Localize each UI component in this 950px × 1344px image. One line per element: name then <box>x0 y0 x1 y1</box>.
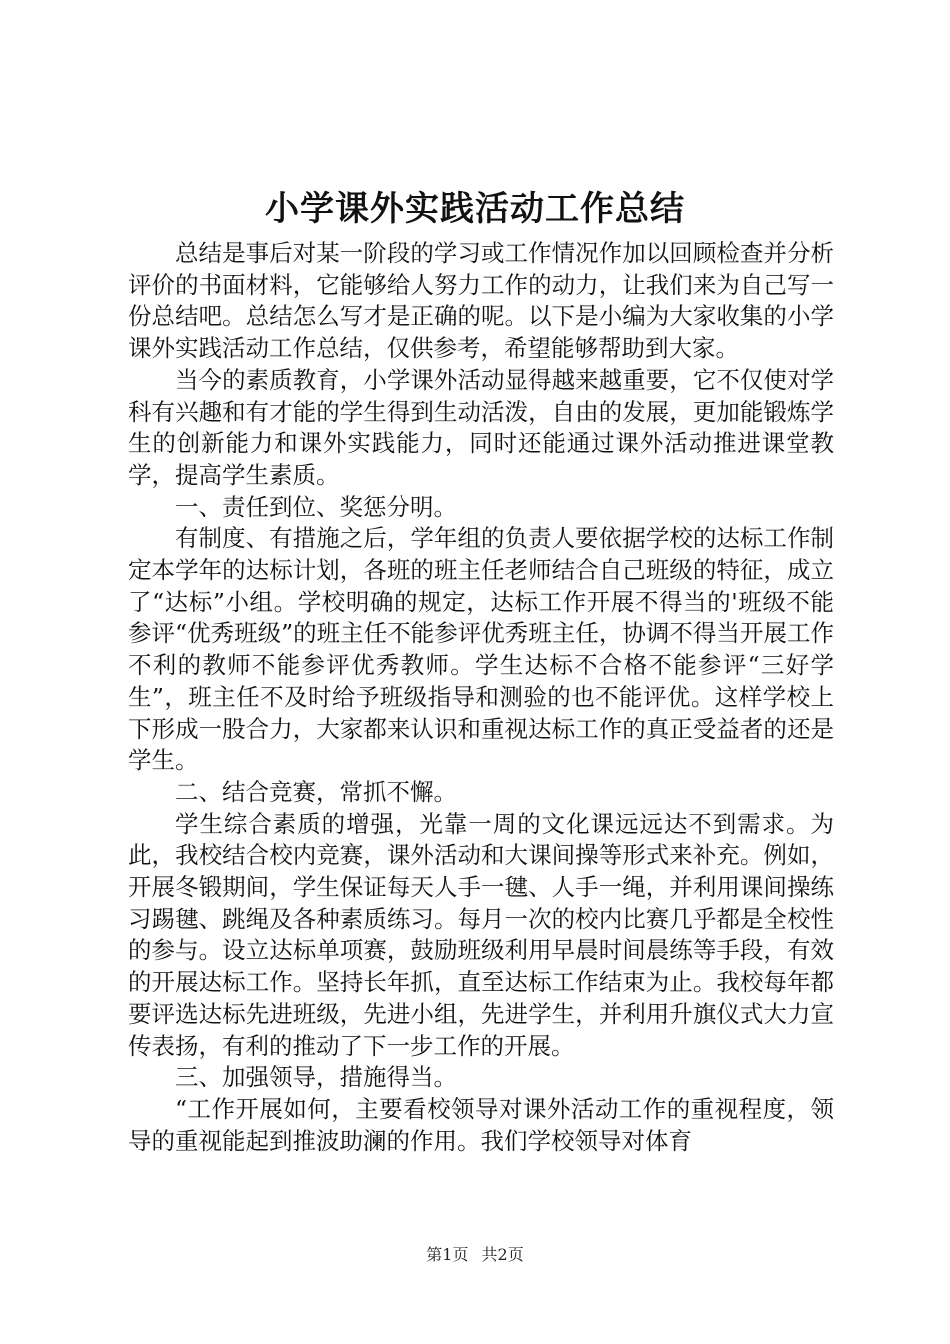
section-heading-1: 一、责任到位、奖惩分明。 <box>175 492 457 521</box>
paragraph-section-1: 有制度、有措施之后，学年组的负责人要依据学校的达标工作制定本学年的达标计划，各班的班主任老师结合自己班级的特征，成立了“达标”小组。学校明确的规定，达标工作开展不得当的'班级不能参评“优秀班级”的班主任不能参评优秀班主任，协调不得当开展工作不利的教师不能参评优秀教师。学生达标不合格不能参评“三好学生”，班主任不及时给予班级指导和测验的也不能评优。这样学校上下形成一股合力，大家都来认识和重视达标工作的真正受益者的还是学生。 <box>128 524 834 775</box>
document-body <box>128 238 834 1157</box>
document-title: 小学课外实践活动工作总结 <box>265 189 685 229</box>
paragraph-section-3: “工作开展如何，主要看校领导对课外活动工作的重视程度，领导的重视能起到推波助澜的作用。我们学校领导对体育 <box>128 1094 834 1155</box>
paragraph-section-2: 学生综合素质的增强，光靠一周的文化课远远达不到需求。为此，我校结合校内竞赛，课外活动和大课间操等形式来补充。例如，开展冬锻期间，学生保证每天人手一毽、人手一绳，并利用课间操练习踢毽、跳绳及各种素质练习。每月一次的校内比赛几乎都是全校性的参与。设立达标单项赛，鼓励班级利用早晨时间晨练等手段，有效的开展达标工作。坚持长年抓，直至达标工作结束为止。我校每年都要评选达标先进班级，先进小组，先进学生，并利用升旗仪式大力宣传表扬，有利的推动了下一步工作的开展。 <box>128 809 834 1060</box>
section-heading-3: 三、加强领导，措施得当。 <box>175 1063 457 1092</box>
paragraph-intro: 总结是事后对某一阶段的学习或工作情况作加以回顾检查并分析评价的书面材料，它能够给人努力工作的动力，让我们来为自己写一份总结吧。总结怎么写才是正确的呢。以下是小编为大家收集的小学课外实践活动工作总结，仅供参考，希望能够帮助到大家。 <box>128 239 834 363</box>
section-heading-2: 二、结合竞赛，常抓不懈。 <box>175 777 457 806</box>
page-number-total: 共2页 <box>481 1245 524 1264</box>
paragraph-quality-education: 当今的素质教育，小学课外活动显得越来越重要，它不仅使对学科有兴趣和有才能的学生得到生动活泼，自由的发展，更加能锻炼学生的创新能力和课外实践能力，同时还能通过课外活动推进课堂教学，提高学生素质。 <box>128 365 834 489</box>
page-footer <box>0 1243 950 1267</box>
page-number-current: 第1页 <box>426 1245 469 1264</box>
